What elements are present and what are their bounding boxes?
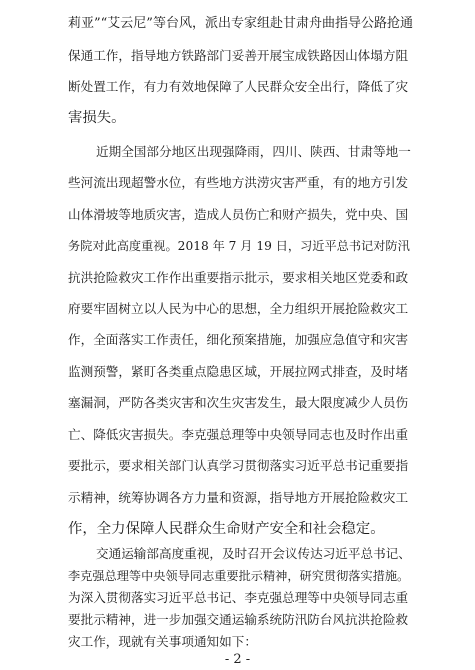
text-line: 莉亚”“艾云尼”等台风，派出专家组赴甘肃舟曲指导公路抢通 xyxy=(68,16,413,31)
text-line: 务院对此高度重视。2018 年 7 月 19 日，习近平总书记对防汛 xyxy=(68,239,410,253)
text-line: 监测预警，紧盯各类重点隐患区域，开展拉网式排查，及时堵 xyxy=(68,364,409,379)
text-line: 示精神，统筹协调各方力量和资源，指导地方开展抢险救灾工 xyxy=(68,490,409,505)
text-line: 灾工作，现就有关事项通知如下： xyxy=(68,634,257,649)
paragraph-first-line: 近期全国部分地区出现强降雨，四川、陕西、甘肃等地一 xyxy=(96,144,411,159)
paragraph-first-line: 交通运输部高度重视，及时召开会议传达习近平总书记、 xyxy=(96,546,411,561)
text-line: 作，全面落实工作责任，细化预案措施，加强应急值守和灾害 xyxy=(68,332,409,347)
text-line: 塞漏洞，严防各类灾害和次生灾害发生，最大限度减少人员伤 xyxy=(68,395,409,410)
text-line: 抗洪抢险救灾工作作出重要指示批示，要求相关地区党委和政 xyxy=(68,270,409,285)
text-line: 断处置工作，有力有效地保障了人民群众安全出行，降低了灾 xyxy=(68,79,409,94)
page-number: - 2 - xyxy=(224,652,251,667)
text-line: 要批示精神，进一步加强交通运输系统防汛防台风抗洪抢险救 xyxy=(68,612,409,627)
text-line: 山体滑坡等地质灾害，造成人员伤亡和财产损失，党中央、国 xyxy=(68,207,409,222)
text-line: 要批示，要求相关部门认真学习贯彻落实习近平总书记重要指 xyxy=(68,458,409,473)
text-line: 亡、降低灾害损失。李克强总理等中央领导同志也及时作出重 xyxy=(68,427,409,442)
text-line: 府要牢固树立以人民为中心的思想，全力组织开展抢险救灾工 xyxy=(68,301,409,316)
text-line: 为深入贯彻落实习近平总书记、李克强总理等中央领导同志重 xyxy=(68,590,409,605)
text-line: 些河流出现超警水位，有些地方洪涝灾害严重，有的地方引发 xyxy=(68,175,409,190)
text-line: 作，全力保障人民群众生命财产安全和社会稳定。 xyxy=(68,521,385,537)
text-line: 李克强总理等中央领导同志重要批示精神，研究贯彻落实措施。 xyxy=(68,569,410,583)
text-line: 害损失。 xyxy=(68,110,126,126)
text-line: 保通工作，指导地方铁路部门妥善开展宝成铁路因山体塌方阻 xyxy=(68,48,409,63)
